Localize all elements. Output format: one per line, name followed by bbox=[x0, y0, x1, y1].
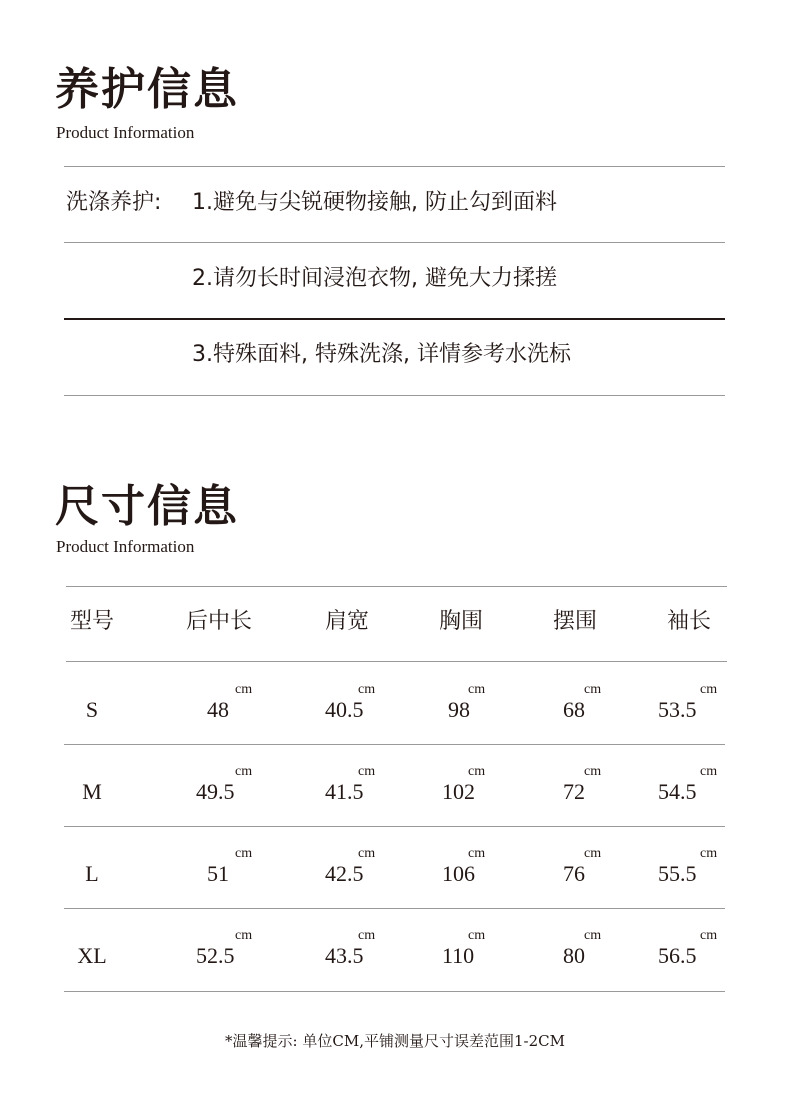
care-item-3: 3.特殊面料, 特殊洗涤, 详情参考水洗标 bbox=[192, 342, 571, 367]
unit-label: cm bbox=[584, 682, 602, 697]
length-value: 49.5 bbox=[196, 779, 235, 804]
unit-label: cm bbox=[584, 928, 602, 943]
unit-label: cm bbox=[700, 928, 718, 943]
divider bbox=[64, 242, 725, 243]
length-value: 52.5 bbox=[196, 943, 235, 968]
unit-label: cm bbox=[358, 682, 376, 697]
table-bottom-border bbox=[64, 991, 725, 992]
unit-label: cm bbox=[358, 846, 376, 861]
sleeve-value: 53.5 bbox=[658, 697, 697, 722]
care-label: 洗涤养护: bbox=[66, 190, 162, 215]
shoulder-value: 42.5 bbox=[325, 861, 364, 886]
care-item-2: 2.请勿长时间浸泡衣物, 避免大力揉搓 bbox=[192, 266, 557, 291]
hem-value: 72 bbox=[563, 779, 585, 804]
chest-value: 102 bbox=[442, 779, 475, 804]
header-shoulder: 肩宽 bbox=[324, 609, 369, 634]
length-value: 51 bbox=[207, 861, 229, 886]
header-size: 型号 bbox=[69, 609, 114, 634]
unit-label: cm bbox=[235, 764, 253, 779]
header-sleeve: 袖长 bbox=[666, 609, 711, 634]
row-border bbox=[64, 908, 725, 909]
shoulder-value: 43.5 bbox=[325, 943, 364, 968]
table-top-border bbox=[66, 586, 727, 587]
care-title: 养护信息 bbox=[55, 64, 239, 115]
size-label: S bbox=[85, 697, 99, 722]
header-length: 后中长 bbox=[185, 609, 252, 634]
unit-label: cm bbox=[358, 928, 376, 943]
unit-label: cm bbox=[468, 764, 486, 779]
shoulder-value: 41.5 bbox=[325, 779, 364, 804]
size-title: 尺寸信息 bbox=[55, 481, 239, 532]
divider-dark bbox=[64, 318, 725, 320]
unit-label: cm bbox=[358, 764, 376, 779]
unit-label: cm bbox=[700, 846, 718, 861]
chest-value: 110 bbox=[442, 943, 475, 968]
size-label: M bbox=[82, 779, 102, 804]
unit-label: cm bbox=[468, 928, 486, 943]
header-chest: 胸围 bbox=[438, 609, 483, 634]
unit-label: cm bbox=[235, 928, 253, 943]
hem-value: 68 bbox=[563, 697, 585, 722]
sleeve-value: 56.5 bbox=[658, 943, 697, 968]
unit-label: cm bbox=[468, 846, 486, 861]
care-subtitle: Product Information bbox=[56, 123, 195, 142]
unit-label: cm bbox=[235, 846, 253, 861]
size-label: XL bbox=[77, 943, 107, 968]
divider bbox=[64, 166, 725, 167]
hem-value: 80 bbox=[563, 943, 585, 968]
care-item-1: 1.避免与尖锐硬物接触, 防止勾到面料 bbox=[192, 190, 557, 215]
divider bbox=[64, 395, 725, 396]
unit-label: cm bbox=[584, 846, 602, 861]
footnote: *温馨提示: 单位CM,平铺测量尺寸误差范围1-2CM bbox=[225, 1032, 565, 1050]
hem-value: 76 bbox=[563, 861, 585, 886]
unit-label: cm bbox=[700, 682, 718, 697]
unit-label: cm bbox=[584, 764, 602, 779]
header-border bbox=[66, 661, 727, 662]
sleeve-value: 54.5 bbox=[658, 779, 697, 804]
row-border bbox=[64, 744, 725, 745]
length-value: 48 bbox=[207, 697, 229, 722]
unit-label: cm bbox=[468, 682, 486, 697]
row-border bbox=[64, 826, 725, 827]
chest-value: 106 bbox=[442, 861, 475, 886]
unit-label: cm bbox=[235, 682, 253, 697]
header-hem: 摆围 bbox=[552, 609, 597, 634]
chest-value: 98 bbox=[448, 697, 470, 722]
shoulder-value: 40.5 bbox=[325, 697, 364, 722]
unit-label: cm bbox=[700, 764, 718, 779]
size-subtitle: Product Information bbox=[56, 537, 195, 556]
size-label: L bbox=[85, 861, 99, 886]
sleeve-value: 55.5 bbox=[658, 861, 697, 886]
